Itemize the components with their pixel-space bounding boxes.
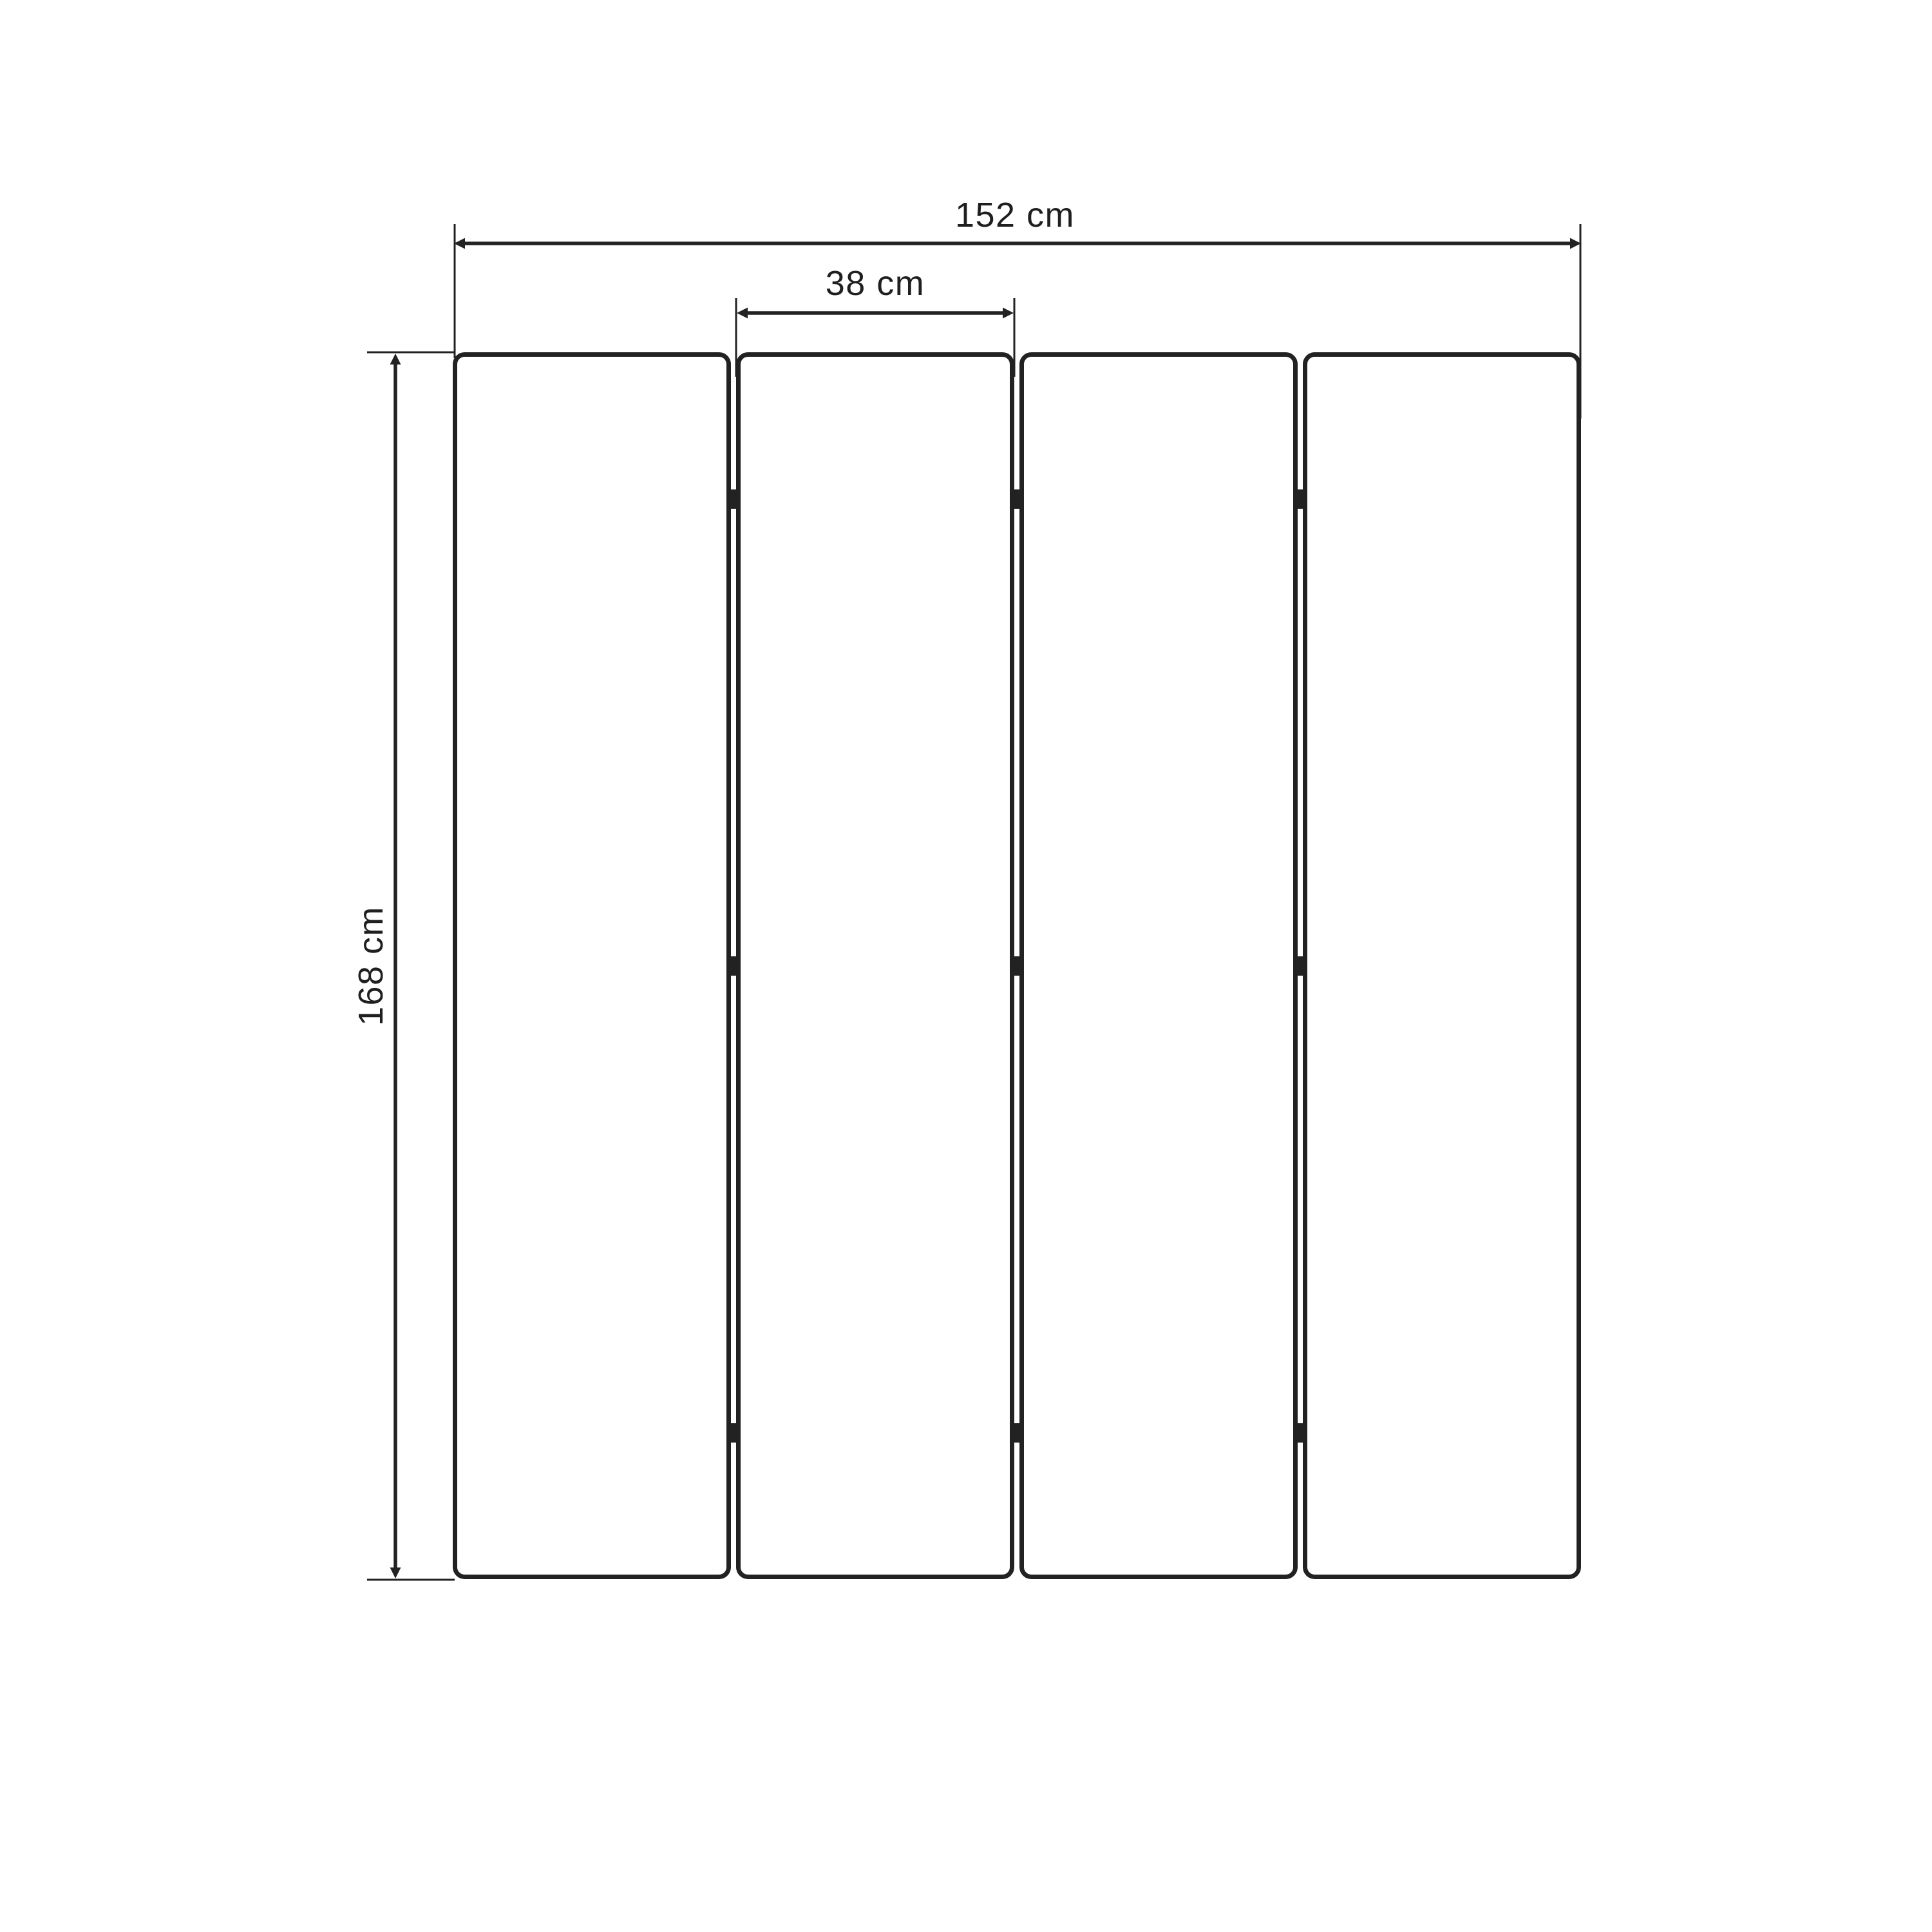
total-width-label: 152 cm — [954, 196, 1075, 234]
arrow-left-icon — [737, 308, 748, 319]
panel-width-label: 38 cm — [825, 264, 925, 303]
arrow-down-icon — [390, 1567, 401, 1578]
height-label: 168 cm — [352, 905, 390, 1027]
hinge-mark — [1013, 489, 1021, 509]
hinge-mark — [730, 1423, 738, 1443]
hinge-mark — [1296, 956, 1305, 976]
arrow-up-icon — [390, 354, 401, 365]
hinge-mark — [730, 956, 738, 976]
panel-4 — [1305, 355, 1579, 1577]
hinge-mark — [1013, 1423, 1021, 1443]
panel-3 — [1022, 355, 1296, 1577]
hinge-mark — [1296, 1423, 1305, 1443]
hinge-mark — [1013, 956, 1021, 976]
arrow-right-icon — [1003, 308, 1014, 319]
panel-1 — [455, 355, 729, 1577]
hinge-mark — [1296, 489, 1305, 509]
height-dimension — [352, 352, 455, 1580]
hinge-mark — [730, 489, 738, 509]
panel-2 — [739, 355, 1012, 1577]
arrow-right-icon — [1570, 238, 1581, 249]
arrow-left-icon — [454, 238, 465, 249]
